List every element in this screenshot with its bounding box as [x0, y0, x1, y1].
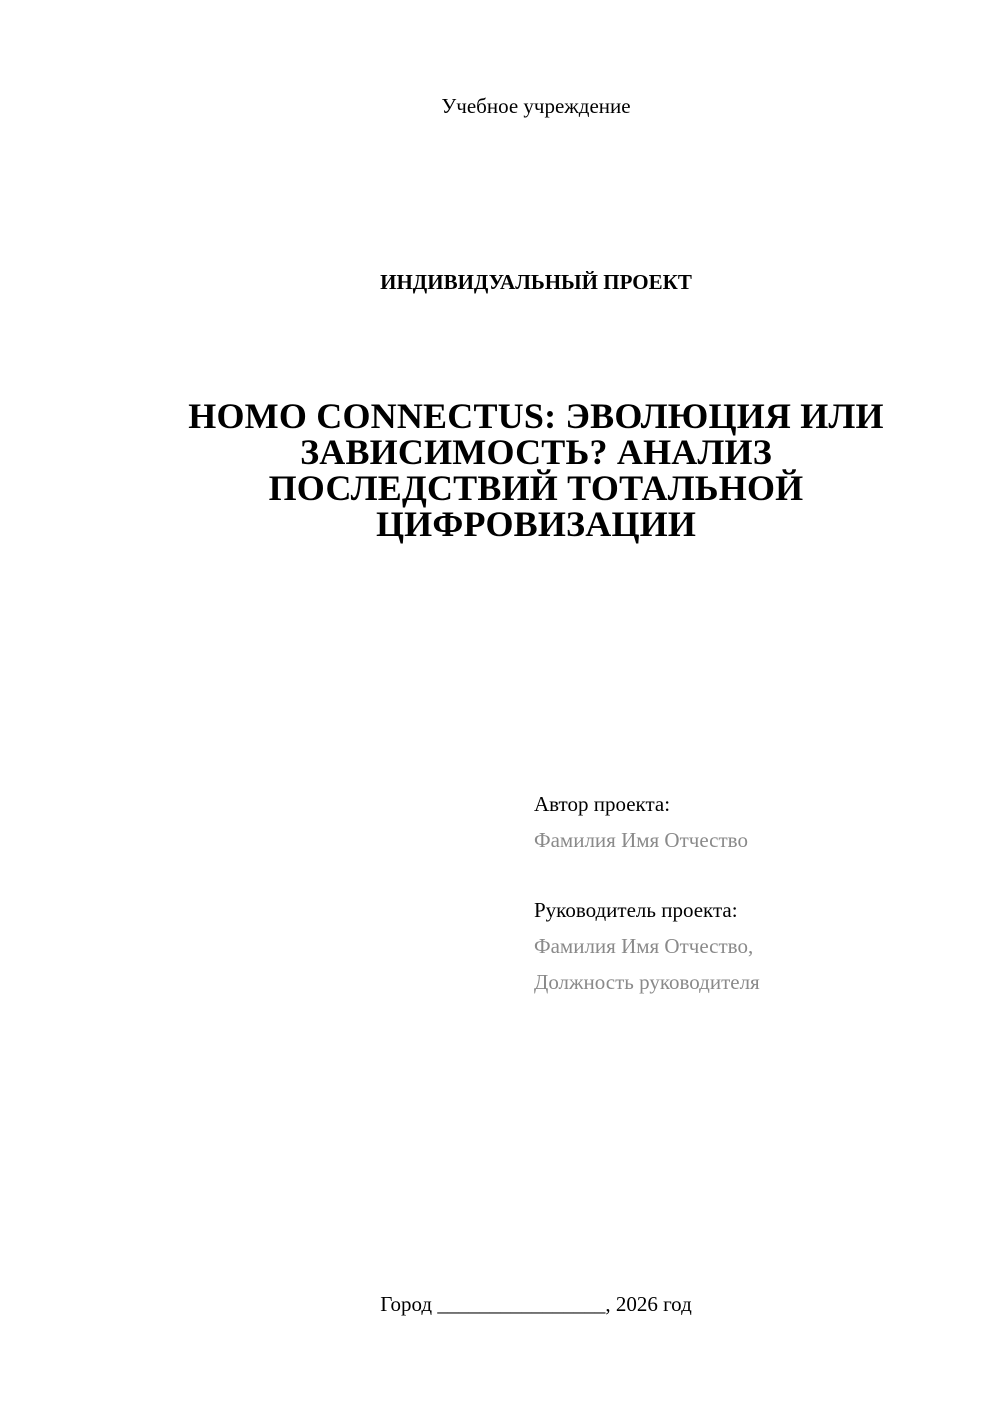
supervisor-label: Руководитель проекта: [534, 898, 738, 922]
supervisor-name: Фамилия Имя Отчество, [534, 934, 754, 958]
project-type-heading: ИНДИВИДУАЛЬНЫЙ ПРОЕКТ [380, 270, 692, 294]
supervisor-position: Должность руководителя [534, 970, 760, 994]
institution-name: Учебное учреждение [441, 94, 631, 118]
supervisor-block [534, 892, 954, 1000]
author-block [534, 786, 954, 858]
project-title-line: HOMO CONNECTUS: ЭВОЛЮЦИЯ ИЛИ [188, 396, 884, 436]
project-title-line: ЦИФРОВИЗАЦИИ [375, 504, 697, 544]
project-title [150, 398, 922, 542]
author-name: Фамилия Имя Отчество [534, 828, 748, 852]
project-title-line: ПОСЛЕДСТВИЙ ТОТАЛЬНОЙ [268, 468, 804, 508]
city-year-line: Город ________________, 2026 год [380, 1292, 692, 1316]
author-label: Автор проекта: [534, 792, 671, 816]
project-title-line: ЗАВИСИМОСТЬ? АНАЛИЗ [300, 432, 772, 472]
